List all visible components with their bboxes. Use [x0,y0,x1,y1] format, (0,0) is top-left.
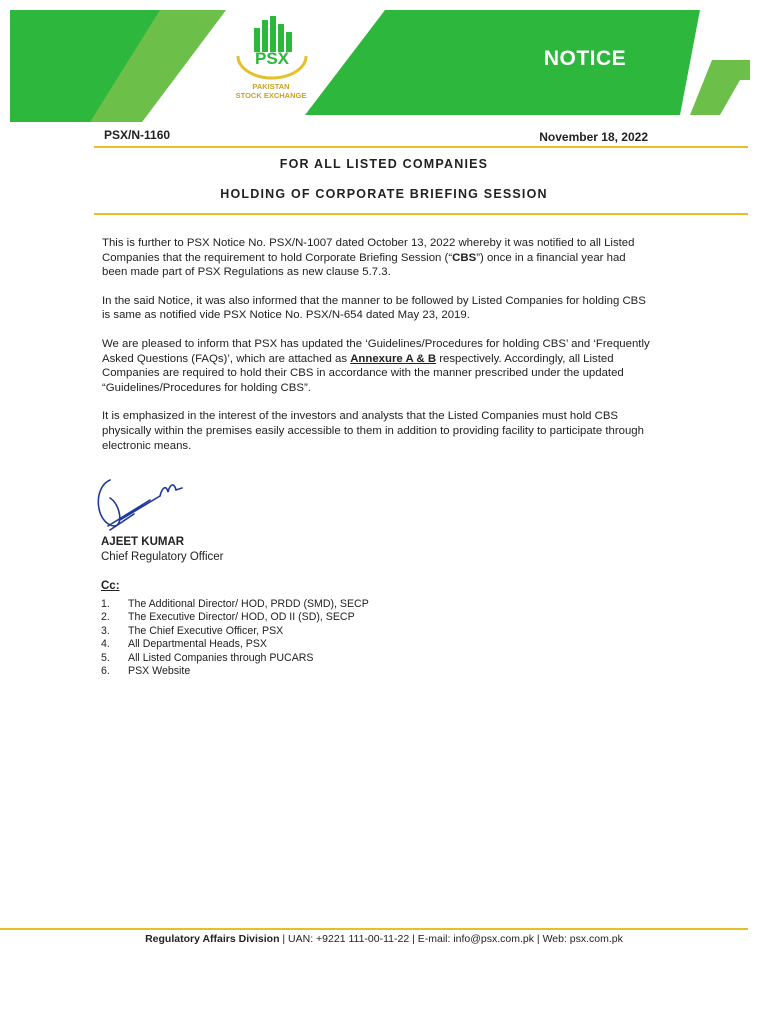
paragraph-3-text-b: respectively. Accordingly, all Listed Companies are required to hold their CBS in accordance with the manner prescribed under the updated “Guidelines/Procedures for holding CBS”. [102,352,624,394]
cc-text: All Departmental Heads, PSX [128,638,267,651]
paragraph-3-text-a: We are pleased to inform that PSX has updated the ‘Guidelines/Procedures for holding CBS’ and ‘Frequently Asked Questions (FAQs)’, which are attached as [102,337,650,365]
divider-bottom [94,213,748,215]
footer-contact: | UAN: +9221 111-00-11-22 | E-mail: info@psx.com.pk | Web: psx.com.pk [279,933,623,945]
paragraph-4: It is emphasized in the interest of the investors and analysts that the Listed Companies must hold CBS physically within the premises easily accessible to them in addition to providing facility to participate through electronic means. [102,410,644,452]
psx-logo-icon [232,14,312,84]
notice-date: November 18, 2022 [539,130,648,144]
notice-reference: PSX/N-1160 [104,128,171,142]
cc-text: The Executive Director/ HOD, OD II (SD), SECP [128,611,355,624]
logo-line2: STOCK EXCHANGE [235,91,307,100]
paragraph-1-text-b: ”) once in a financial year had been made part of PSX Regulations as new clause 5.7.3. [102,251,626,279]
paragraph-1-text-a: This is further to PSX Notice No. PSX/N-1007 dated October 13, 2022 whereby it was notified to all Listed Companies that the requirement to hold Corporate Briefing Session (“ [102,237,635,264]
list-item [101,611,369,624]
signatory-title: Chief Regulatory Officer [101,551,224,563]
cc-text: The Chief Executive Officer, PSX [128,624,284,637]
cc-list [101,598,369,678]
handwritten-signature [90,474,210,536]
cc-label: Cc: [101,580,120,592]
paragraph-3 [102,337,650,395]
footer-division: Regulatory Affairs Division [145,933,280,945]
cc-number: 1. [101,598,110,610]
list-item [101,598,369,611]
notice-body [102,236,650,467]
list-item [101,638,369,651]
cbs-abbreviation: CBS [452,251,477,264]
heading-audience: FOR ALL LISTED COMPANIES [279,157,489,171]
list-item [101,665,369,678]
header-graphic [0,0,768,128]
paragraph-2: In the said Notice, it was also informed that the manner to be followed by Listed Companies for holding CBS is same as notified vide PSX Notice No. PSX/N-654 dated May 23, 2019. [102,294,646,322]
cc-number: 5. [101,651,110,664]
cc-text: The Additional Director/ HOD, PRDD (SMD), SECP [128,598,369,610]
cc-text: PSX Website [128,665,191,678]
cc-number: 6. [101,665,110,678]
logo-mark: PSX [254,49,290,68]
cc-number: 4. [101,638,110,651]
divider-top [94,146,748,148]
heading-subject: HOLDING OF CORPORATE BRIEFING SESSION [220,187,548,201]
cc-number: 2. [101,611,110,624]
logo-line1: PAKISTAN [252,82,290,91]
logo-caption [226,82,316,100]
cc-text: All Listed Companies through PUCARS [128,651,314,664]
annexure-link[interactable]: Annexure A & B [350,352,437,365]
list-item [101,625,369,638]
notice-title: NOTICE [543,47,627,70]
list-item [101,652,369,665]
paragraph-1 [102,236,650,280]
cc-number: 3. [101,624,110,637]
footer-divider [0,928,748,930]
header-banner [0,0,768,128]
signatory-name: AJEET KUMAR [101,536,185,548]
footer [0,933,768,945]
